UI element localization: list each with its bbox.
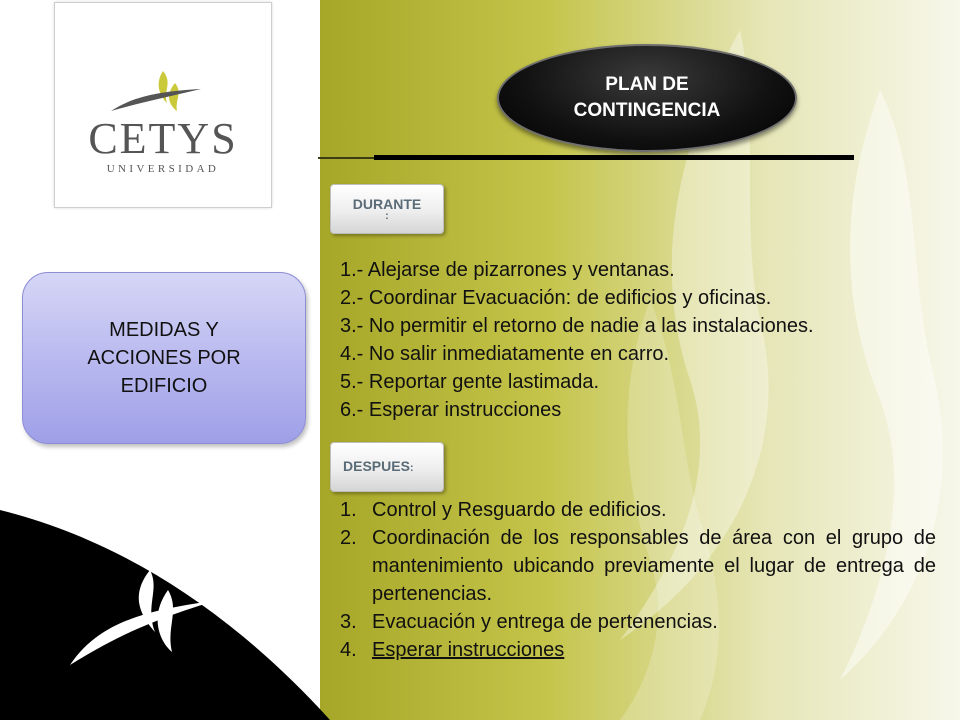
list-item: 4.- No salir inmediatamente en carro. (340, 343, 670, 365)
list-item (340, 496, 936, 524)
during-list (340, 256, 940, 424)
logo-subtitle: UNIVERSIDAD (106, 163, 220, 175)
list-item (340, 608, 936, 636)
measures-box-label: MEDIDAS Y ACCIONES POR EDIFICIO (87, 319, 241, 397)
during-tag (330, 184, 444, 234)
during-tag-colon: : (385, 210, 389, 222)
list-item (340, 636, 936, 664)
plan-title-oval (497, 44, 797, 152)
after-list (340, 496, 936, 664)
plan-title: PLAN DE CONTINGENCIA (573, 74, 721, 121)
list-item-number: 2. (340, 527, 357, 549)
list-item (340, 524, 936, 608)
after-tag-label: DESPUES (343, 458, 410, 474)
list-item-text: Coordinación de los responsables de área con el grupo de mantenimiento ubicando previamente el lugar de entrega de pertenencias. (372, 527, 936, 605)
list-item: 5.- Reportar gente lastimada. (340, 371, 600, 393)
measures-by-building-box (22, 272, 306, 444)
cetys-logo (54, 2, 272, 208)
after-tag (330, 442, 444, 492)
list-item-text: Evacuación y entrega de pertenencias. (372, 611, 718, 633)
list-item-text: Esperar instrucciones (372, 639, 565, 661)
list-item-number: 1. (340, 499, 357, 521)
during-tag-label: DURANTE (352, 196, 422, 212)
flame-logo-icon (55, 3, 271, 207)
list-item: 2.- Coordinar Evacuación: de edificios y oficinas. (340, 287, 772, 309)
list-item: 3.- No permitir el retorno de nadie a las instalaciones. (340, 315, 814, 337)
logo-name: CETYS (88, 114, 238, 163)
list-item-number: 4. (340, 639, 357, 661)
list-item-number: 3. (340, 611, 357, 633)
list-item: 6.- Esperar instrucciones (340, 399, 562, 421)
title-rule-thick (374, 155, 854, 160)
after-tag-colon: : (409, 462, 414, 474)
list-item: 1.- Alejarse de pizarrones y ventanas. (340, 259, 675, 281)
title-rule-thin (318, 157, 376, 159)
after-tag-word (343, 458, 414, 474)
list-item-text: Control y Resguardo de edificios. (372, 499, 667, 521)
